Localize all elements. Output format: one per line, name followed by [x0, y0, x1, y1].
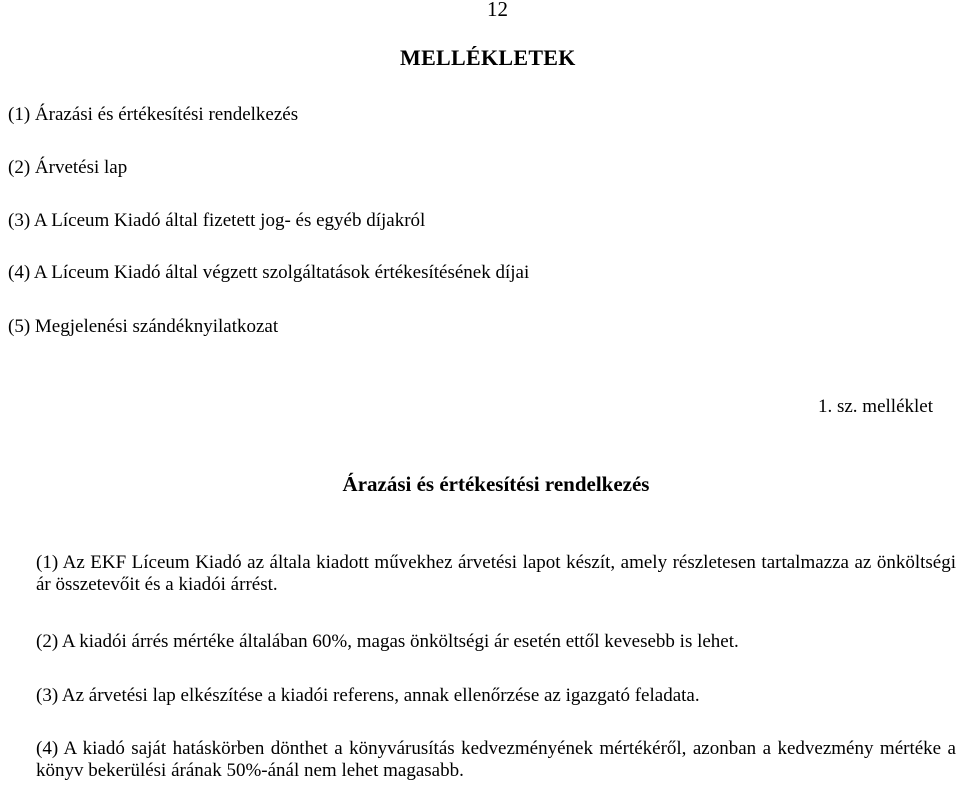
- section-title: Árazási és értékesítési rendelkezés: [342, 472, 650, 496]
- page-title: MELLÉKLETEK: [400, 45, 576, 70]
- toc-item-5: (5) Megjelenési szándéknyilatkozat: [8, 316, 279, 337]
- toc-item-1: (1) Árazási és értékesítési rendelkezés: [8, 104, 299, 125]
- paragraph-4: (4) A kiadó saját hatáskörben dönthet a könyvárusítás kedvezményének mértékéről, azonban a kedvezmény mértéke a könyv bekerülési árának 50%-ánál nem lehet magasabb.: [36, 738, 956, 781]
- annex-label: 1. sz. melléklet: [817, 396, 933, 417]
- page-number: 12: [487, 0, 508, 21]
- toc-item-3: (3) A Líceum Kiadó által fizetett jog- és egyéb díjakról: [8, 210, 426, 231]
- paragraph-1: (1) Az EKF Líceum Kiadó az általa kiadott művekhez árvetési lapot készít, amely részletesen tartalmazza az önköltségi ár összetevőit és a kiadói árrést.: [36, 552, 956, 595]
- toc-item-4: (4) A Líceum Kiadó által végzett szolgáltatások értékesítésének díjai: [8, 262, 530, 283]
- paragraph-3: (3) Az árvetési lap elkészítése a kiadói referens, annak ellenőrzése az igazgató feladata.: [36, 685, 700, 706]
- paragraph-2: (2) A kiadói árrés mértéke általában 60%, magas önköltségi ár esetén ettől kevesebb is lehet.: [36, 631, 739, 652]
- toc-item-2: (2) Árvetési lap: [8, 157, 128, 178]
